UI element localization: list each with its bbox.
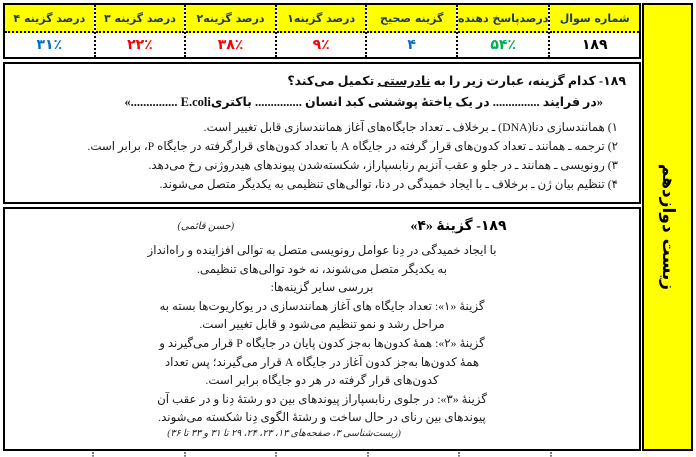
- answer-line: گزینهٔ «۱»: تعداد جایگاه های آغاز همانندسازی در یوکاریوت‌ها بسته به: [159, 298, 485, 313]
- answer-line: همهٔ کدون‌ها به‌جز کدون آغاز در جایگاه A قرار می‌گیرند؛ پس تعداد: [164, 354, 480, 369]
- stat-value: ۳۸٪: [217, 37, 244, 53]
- answer-column: [130, 209, 515, 439]
- stat-header: درصد گزینه ۳: [96, 5, 185, 33]
- stat-value: ۳۱٪: [36, 37, 63, 53]
- question-stem-post: تکمیل می‌کند؟: [287, 74, 378, 88]
- answer-author: (حسن قائمی): [177, 221, 235, 232]
- stat-value: ۹٪: [312, 37, 330, 53]
- answer-line: مراحل رشد و نمو تنظیم می‌شود و قابل تغییر است.: [199, 317, 445, 332]
- answer-box: [3, 207, 641, 451]
- answer-line: گزینهٔ «۳»: در جلوی رنابسپاراز پیوندهای بین دو رشتهٔ دِنا و در عقب آن: [157, 391, 487, 406]
- answer-source-reference: (زیست‌شناسی ۳، صفحه‌های ۱۳، ۲۳، ۲۴، ۲۹ تا ۳۱ و ۳۳ تا ۳۶): [167, 428, 401, 439]
- stat-value: ۵۴٪: [490, 37, 517, 53]
- question-option-4: ۴) تنظیم بیان ژن ـ برخلاف ـ با ایجاد خمیدگی در دنا، توالی‌های تنظیمی به یکدیگر متصل می‌شوند.: [159, 177, 618, 191]
- question-stem-underlined: نادرستی: [377, 74, 431, 88]
- stat-header: درصد گزینه۲: [186, 5, 275, 33]
- chapter-sidebar: [642, 3, 693, 451]
- stat-col-option4-percent: [5, 5, 94, 57]
- stat-col-option3-percent: [94, 5, 185, 57]
- question-quote-line: «در فرایند ............... در یک یاختهٔ پوششی کبد انسان ............... باکتریE.coli ...............»: [124, 95, 603, 109]
- answer-title: ۱۸۹- گزینهٔ «۴»: [410, 219, 507, 234]
- stat-value: ۴: [407, 37, 416, 53]
- answer-line: گزینهٔ «۲»: همهٔ کدون‌ها به‌جز کدون پایان در جایگاه P قرار می‌گیرند و: [159, 335, 485, 350]
- answer-line: بررسی سایر گزینه‌ها:: [270, 280, 374, 295]
- answer-line: کدون‌های قرار گرفته در هر دو جایگاه برابر است.: [205, 373, 439, 388]
- chapter-sidebar-label: زیست دوازدهم: [657, 163, 678, 291]
- question-stats-table: [3, 3, 641, 59]
- question-option-2: ۲) ترجمه ـ همانند ـ تعداد کدون‌های قرار گرفته در جایگاه A با تعداد کدون‌های قرارگرفته در جایگاه P، برابر است.: [87, 139, 618, 153]
- next-table-edge-hint: [3, 452, 641, 457]
- answer-line: پیوندهای بین رنای در حال ساخت و رشتهٔ الگوی دِنا شکسته می‌شوند.: [158, 410, 486, 425]
- question-box: [3, 62, 641, 204]
- stat-col-question-number: [548, 5, 639, 57]
- answer-title-row: [130, 209, 515, 235]
- stat-col-correct-option: [365, 5, 456, 57]
- question-option-3: ۳) رونویسی ـ همانند ـ در جلو و عقب آنزیم رنابسپاراز، شکسته‌شدن پیوندهای هیدروژنی رخ می‌دهد.: [148, 158, 618, 172]
- stat-header: درصدپاسخ دهنده: [458, 5, 548, 33]
- stat-col-option2-percent: [184, 5, 275, 57]
- stat-value: ۲۲٪: [127, 37, 153, 53]
- stat-col-respondent-percent: [456, 5, 548, 57]
- question-stem-pre: ۱۸۹- کدام گزینه، عبارت زیر را به: [430, 74, 626, 88]
- stat-value: ۱۸۹: [581, 37, 608, 53]
- stat-header: شماره سوال: [550, 5, 639, 33]
- stat-header: گزینه صحیح: [367, 5, 456, 33]
- answer-line: به یکدیگر متصل می‌شوند، نه خود توالی‌های تنظیمی.: [196, 261, 448, 276]
- stat-header: درصد گزینه۱: [277, 5, 366, 33]
- question-stem: [5, 73, 639, 89]
- question-option-1: ۱) همانندسازی دنا(DNA) ـ برخلاف ـ تعداد جایگاه‌های آغاز همانندسازی قابل تغییر است.: [203, 120, 618, 134]
- stat-col-option1-percent: [275, 5, 366, 57]
- stat-header: درصد گزینه ۴: [5, 5, 94, 33]
- answer-line: با ایجاد خمیدگی در دِنا عوامل رونویسی متصل به توالی افزاینده و راه‌انداز: [147, 243, 497, 257]
